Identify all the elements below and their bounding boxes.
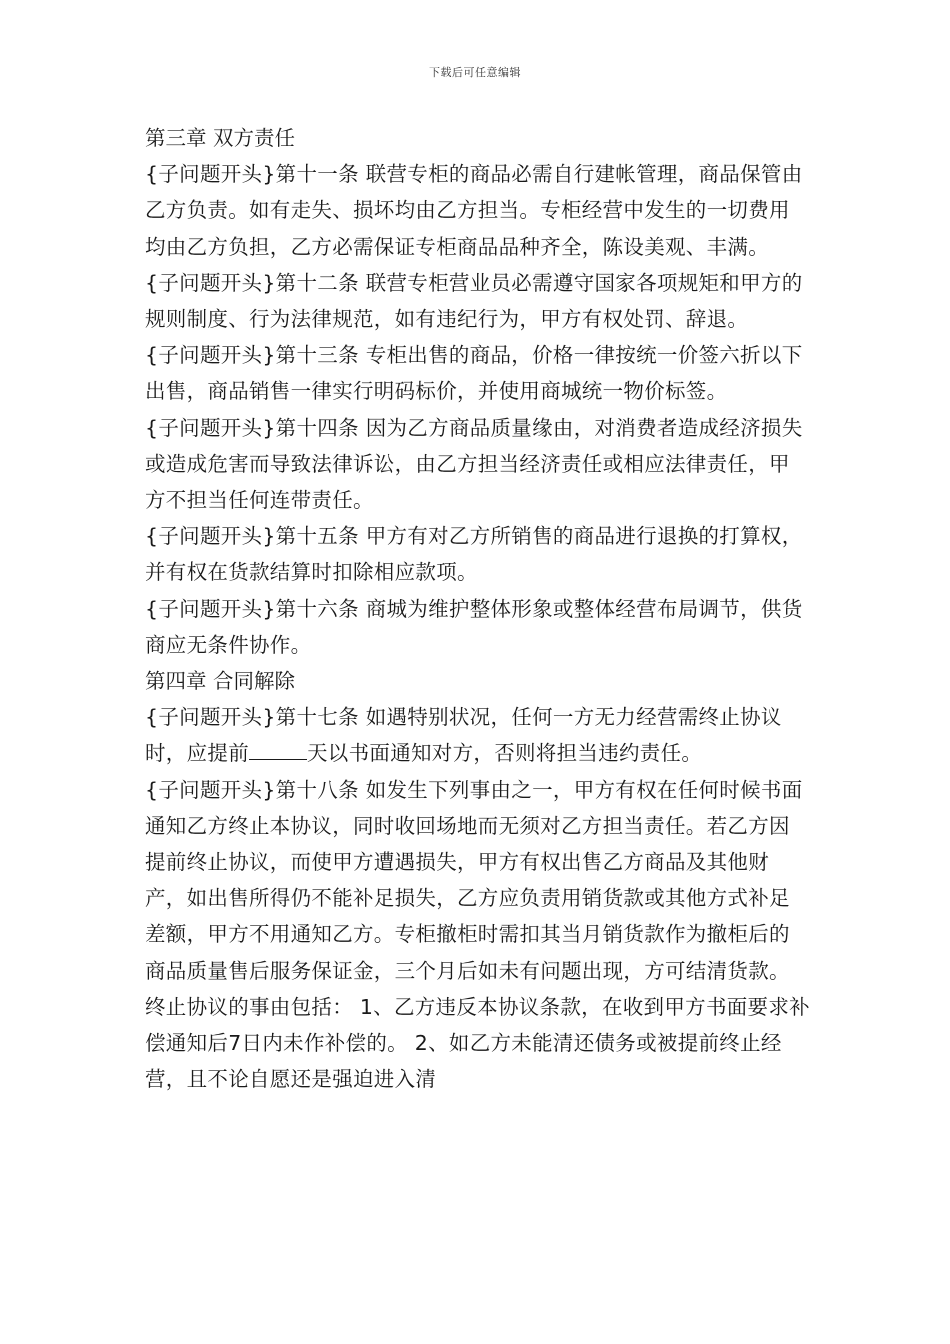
article-18: {子问题开头}第十八条 如发生下列事由之一，甲方有权在任何时候书面通知乙方终止本协议，同时收回场地而无须对乙方担当责任。若乙方因提前终止协议，而使甲方遭遇损失，甲方有权出售乙方商品及其他财产，如出售所得仍不能补足损失，乙方应负责用销货款或其他方式补足差额，甲方不用通知乙方。专柜撤柜时需扣其当月销货款作为撤柜后的商品质量售后服务保证金，三个月后如未有问题出现，方可结清货款。终止协议的事由包括： 1、乙方违反本协议条款，在收到甲方书面要求补偿通知后7日内未作补偿的。 2、如乙方未能清还债务或被提前终止经营，且不论自愿还是强迫进入清 [145,777,810,1092]
document-body [145,120,810,1097]
article-17 [145,699,810,771]
chapter-4-title: 第四章 合同解除 [145,669,296,694]
article-17-text-after: 天以书面通知对方，否则将担当违约责任。 [307,741,703,766]
article-11: {子问题开头}第十一条 联营专柜的商品必需自行建帐管理，商品保管由乙方负责。如有走失、损坏均由乙方担当。专柜经营中发生的一切费用均由乙方负担，乙方必需保证专柜商品品种齐全，陈设美观、丰满。 [145,162,803,259]
article-12: {子问题开头}第十二条 联营专柜营业员必需遵守国家各项规矩和甲方的规则制度、行为法律规范，如有违纪行为，甲方有权处罚、辞退。 [145,270,803,332]
article-15: {子问题开头}第十五条 甲方有对乙方所销售的商品进行退换的打算权，并有权在货款结算时扣除相应款项。 [145,524,803,585]
article-13: {子问题开头}第十三条 专柜出售的商品，价格一律按统一价签六折以下出售，商品销售一律实行明码标价，并使用商城统一物价标签。 [145,343,803,404]
fill-in-blank-days [249,739,307,760]
article-14: {子问题开头}第十四条 因为乙方商品质量缘由，对消费者造成经济损失或造成危害而导致法律诉讼，由乙方担当经济责任或相应法律责任，甲方不担当任何连带责任。 [145,415,803,513]
article-17-text-before: {子问题开头}第十七条 如遇特别状况，任何一方无力经营需终止协议时，应提前 [145,705,782,766]
article-16: {子问题开头}第十六条 商城为维护整体形象或整体经营布局调节，供货商应无条件协作。 [145,596,803,657]
page-header-note: 下载后可任意编辑 [429,66,521,79]
chapter-3-title: 第三章 双方责任 [145,126,296,150]
